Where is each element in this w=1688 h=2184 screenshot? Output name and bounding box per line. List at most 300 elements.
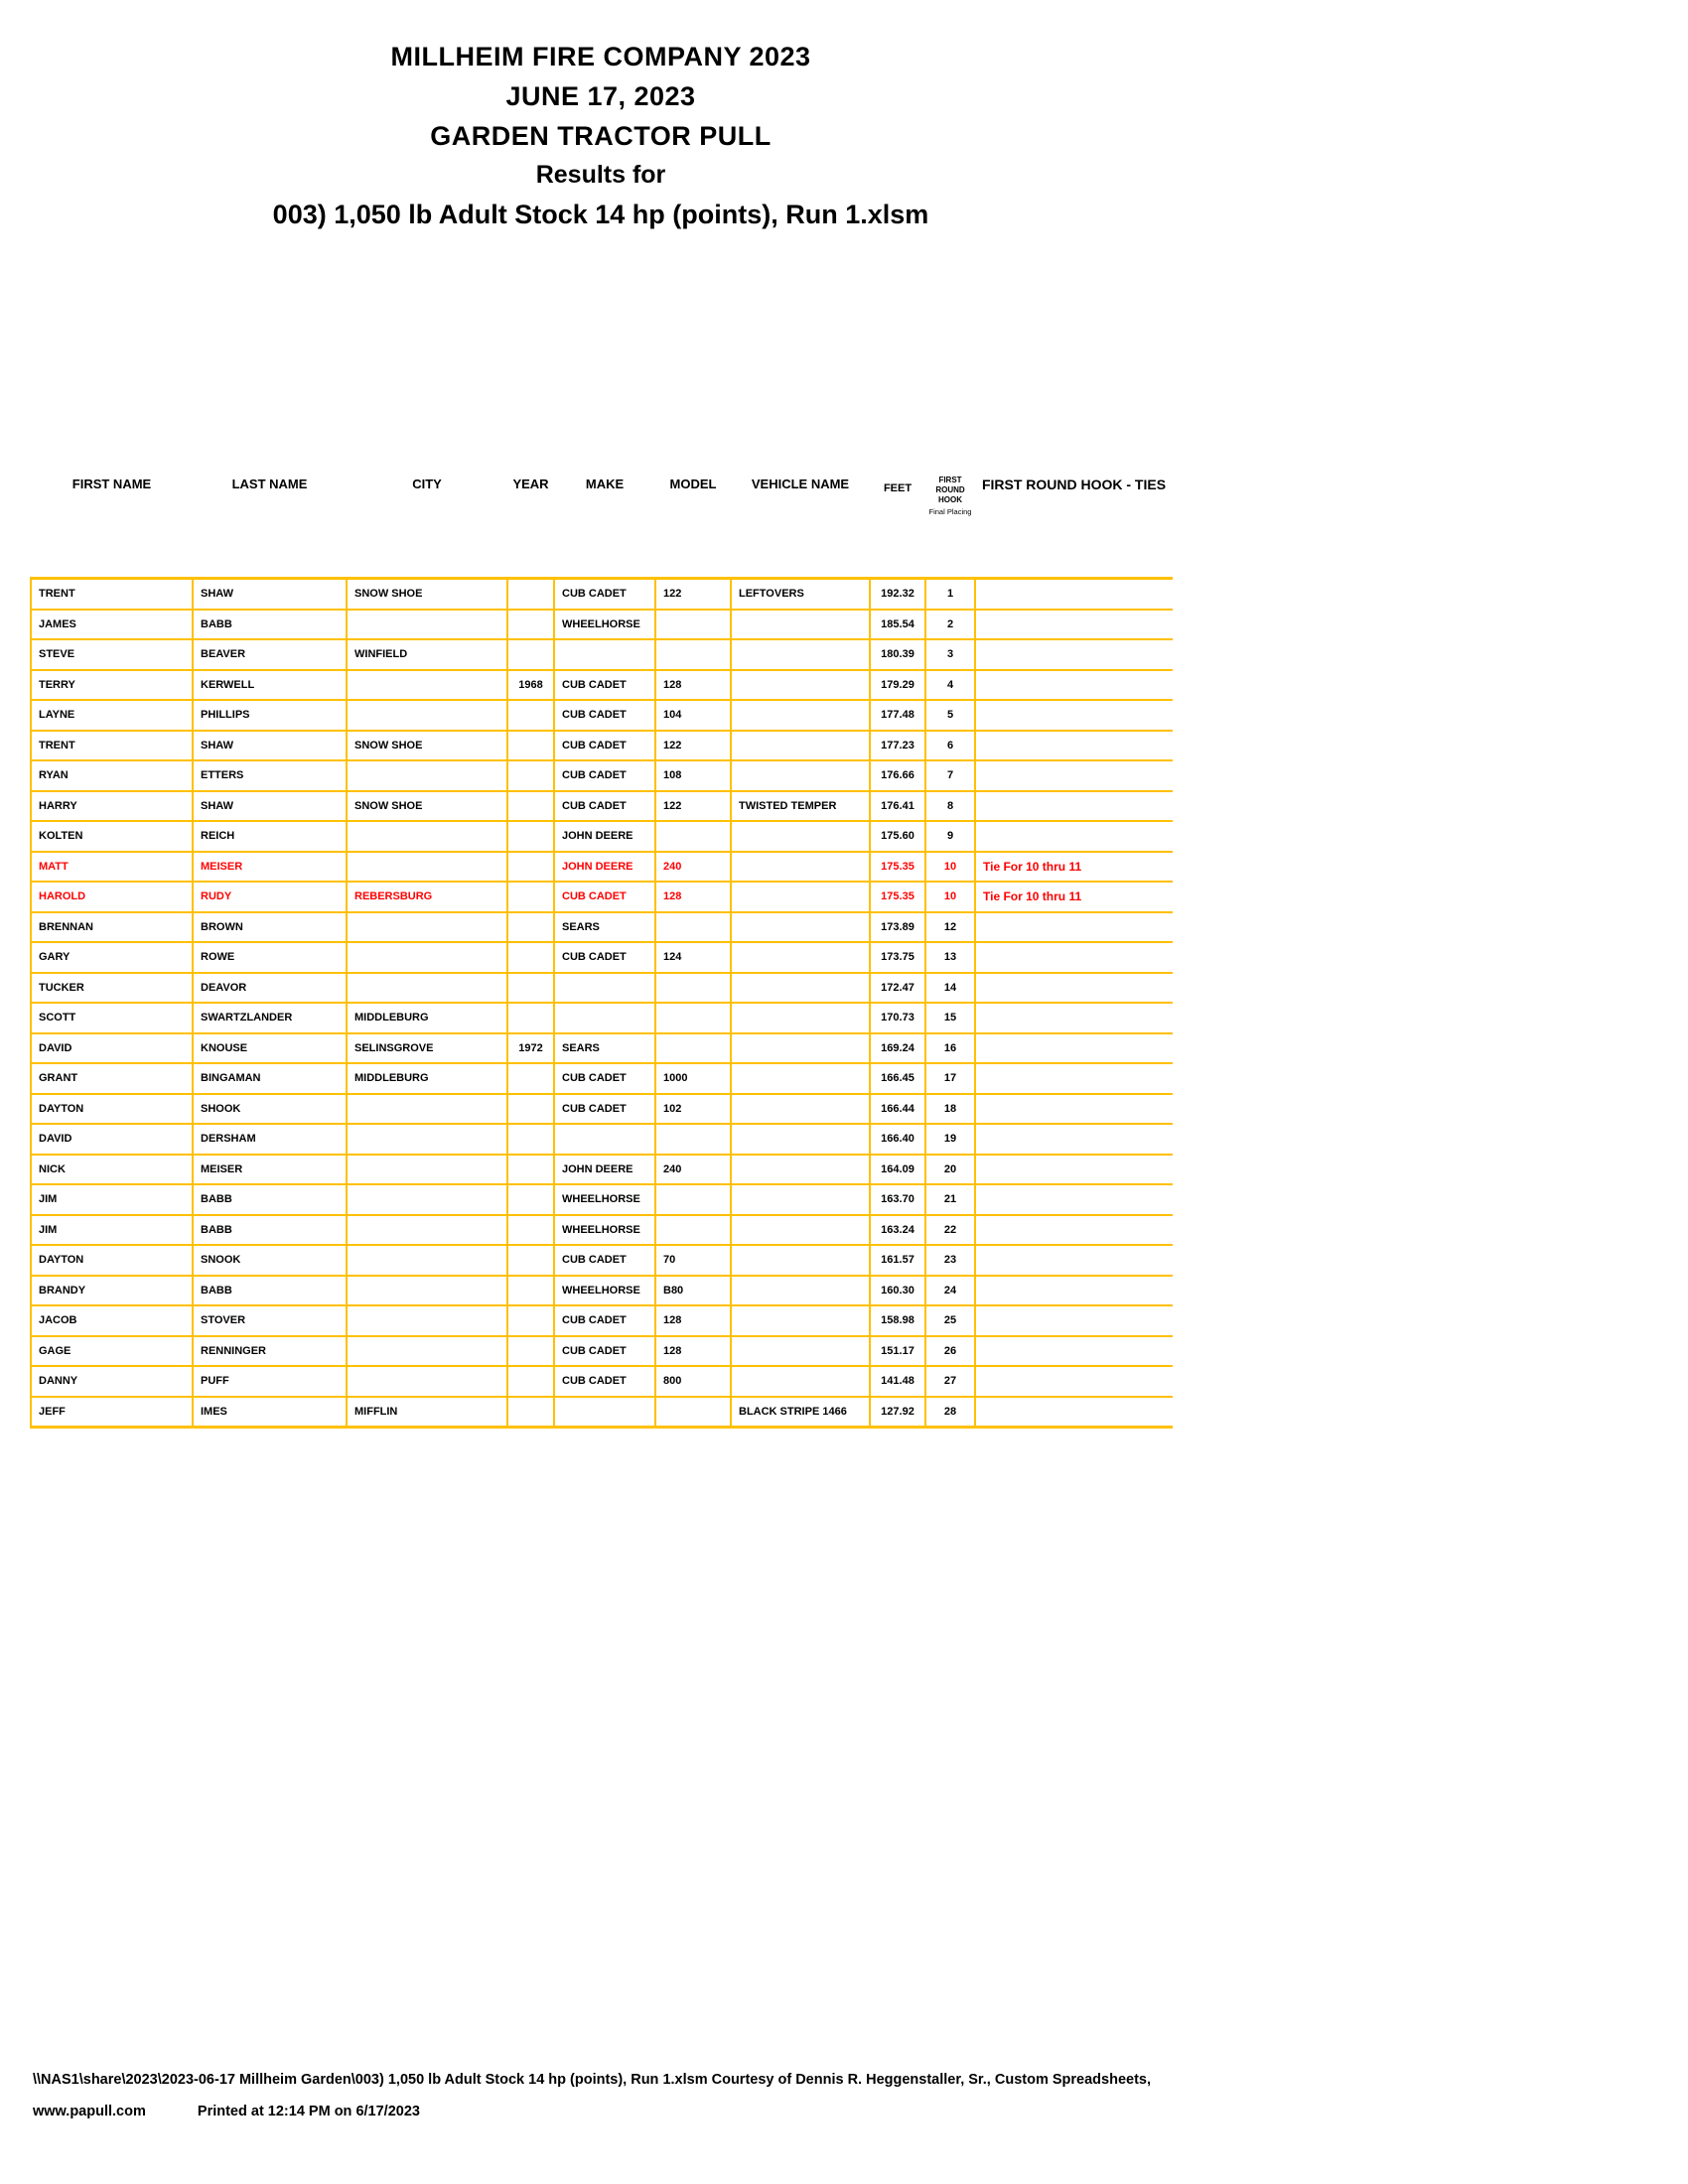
cell-model: 800 xyxy=(655,1366,731,1397)
cell-make: SEARS xyxy=(554,912,655,943)
cell-city xyxy=(347,821,507,852)
cell-make: CUB CADET xyxy=(554,700,655,731)
cell-first: DAVID xyxy=(31,1033,193,1064)
header-year: YEAR xyxy=(512,477,549,491)
cell-last: BABB xyxy=(193,610,347,640)
cell-feet: 141.48 xyxy=(870,1366,925,1397)
cell-last: BROWN xyxy=(193,912,347,943)
cell-last: BEAVER xyxy=(193,639,347,670)
table-row xyxy=(31,791,1173,822)
table-row xyxy=(31,1336,1173,1367)
cell-feet: 164.09 xyxy=(870,1155,925,1185)
cell-city xyxy=(347,1215,507,1246)
cell-make: CUB CADET xyxy=(554,942,655,973)
table-row xyxy=(31,882,1173,912)
cell-model xyxy=(655,639,731,670)
table-row xyxy=(31,912,1173,943)
cell-city xyxy=(347,760,507,791)
cell-year xyxy=(507,1063,554,1094)
cell-tie xyxy=(975,700,1173,731)
cell-tie xyxy=(975,579,1173,610)
cell-first: GAGE xyxy=(31,1336,193,1367)
cell-model: 122 xyxy=(655,791,731,822)
cell-year xyxy=(507,579,554,610)
cell-year xyxy=(507,700,554,731)
cell-tie: Tie For 10 thru 11 xyxy=(975,852,1173,883)
results-table-header xyxy=(31,452,1173,579)
cell-last: SHOOK xyxy=(193,1094,347,1125)
cell-first: DAYTON xyxy=(31,1245,193,1276)
cell-make xyxy=(554,1003,655,1033)
cell-last: STOVER xyxy=(193,1305,347,1336)
cell-place: 3 xyxy=(925,639,975,670)
cell-make: CUB CADET xyxy=(554,1305,655,1336)
cell-last: SHAW xyxy=(193,791,347,822)
cell-last: RUDY xyxy=(193,882,347,912)
cell-feet: 180.39 xyxy=(870,639,925,670)
cell-place: 12 xyxy=(925,912,975,943)
cell-first: MATT xyxy=(31,852,193,883)
cell-tie xyxy=(975,1397,1173,1428)
cell-tie xyxy=(975,639,1173,670)
cell-place: 17 xyxy=(925,1063,975,1094)
cell-model: 128 xyxy=(655,670,731,701)
header-vehicle-name: VEHICLE NAME xyxy=(751,477,850,491)
cell-model xyxy=(655,1124,731,1155)
cell-city xyxy=(347,1366,507,1397)
page-title: MILLHEIM FIRE COMPANY 2023 xyxy=(390,42,811,71)
cell-model xyxy=(655,1397,731,1428)
results-table-wrap xyxy=(30,452,1172,1429)
header-first-round-hook-main: FIRST ROUND HOOK xyxy=(935,476,965,504)
table-row xyxy=(31,1215,1173,1246)
cell-vehicle xyxy=(731,1033,870,1064)
footer-file-path: \\NAS1\share\2023\2023-06-17 Millheim Garden\003) 1,050 lb Adult Stock 14 hp (points), Run 1.xlsm Courtesy of Dennis R. Heggenstaller, Sr., Custom Spreadsheets, xyxy=(33,2072,1151,2088)
cell-tie xyxy=(975,1155,1173,1185)
cell-last: MEISER xyxy=(193,1155,347,1185)
cell-first: JEFF xyxy=(31,1397,193,1428)
cell-feet: 158.98 xyxy=(870,1305,925,1336)
cell-feet: 166.45 xyxy=(870,1063,925,1094)
cell-city: MIFFLIN xyxy=(347,1397,507,1428)
cell-vehicle xyxy=(731,610,870,640)
cell-place: 28 xyxy=(925,1397,975,1428)
cell-place: 22 xyxy=(925,1215,975,1246)
cell-first: HARRY xyxy=(31,791,193,822)
cell-year xyxy=(507,1276,554,1306)
cell-model: 108 xyxy=(655,760,731,791)
cell-tie xyxy=(975,791,1173,822)
cell-year xyxy=(507,882,554,912)
cell-model: 124 xyxy=(655,942,731,973)
cell-city xyxy=(347,700,507,731)
cell-first: TERRY xyxy=(31,670,193,701)
cell-place: 1 xyxy=(925,579,975,610)
cell-make: CUB CADET xyxy=(554,1094,655,1125)
cell-last: BINGAMAN xyxy=(193,1063,347,1094)
cell-tie xyxy=(975,1305,1173,1336)
cell-first: SCOTT xyxy=(31,1003,193,1033)
table-row xyxy=(31,1366,1173,1397)
header-city: CITY xyxy=(412,477,442,491)
cell-make: JOHN DEERE xyxy=(554,821,655,852)
event-name: GARDEN TRACTOR PULL xyxy=(430,121,772,151)
cell-make: JOHN DEERE xyxy=(554,852,655,883)
cell-city: SNOW SHOE xyxy=(347,731,507,761)
cell-first: LAYNE xyxy=(31,700,193,731)
cell-vehicle xyxy=(731,1003,870,1033)
cell-make: CUB CADET xyxy=(554,1063,655,1094)
cell-tie xyxy=(975,670,1173,701)
cell-model xyxy=(655,821,731,852)
cell-last: SWARTZLANDER xyxy=(193,1003,347,1033)
footer-website: www.papull.com xyxy=(33,2104,146,2119)
cell-place: 18 xyxy=(925,1094,975,1125)
cell-first: JAMES xyxy=(31,610,193,640)
cell-vehicle xyxy=(731,1305,870,1336)
cell-first: TRENT xyxy=(31,731,193,761)
cell-year xyxy=(507,1336,554,1367)
cell-feet: 163.24 xyxy=(870,1215,925,1246)
table-row xyxy=(31,1033,1173,1064)
cell-vehicle xyxy=(731,821,870,852)
cell-make: CUB CADET xyxy=(554,791,655,822)
cell-place: 5 xyxy=(925,700,975,731)
table-row xyxy=(31,731,1173,761)
cell-feet: 175.35 xyxy=(870,852,925,883)
cell-year xyxy=(507,973,554,1004)
cell-last: SHAW xyxy=(193,579,347,610)
cell-tie xyxy=(975,1184,1173,1215)
header-last-name: LAST NAME xyxy=(231,477,308,491)
cell-place: 26 xyxy=(925,1336,975,1367)
cell-model: B80 xyxy=(655,1276,731,1306)
cell-year xyxy=(507,731,554,761)
results-for-label: Results for xyxy=(535,161,666,189)
cell-first: DAYTON xyxy=(31,1094,193,1125)
cell-city xyxy=(347,852,507,883)
cell-place: 13 xyxy=(925,942,975,973)
cell-make: WHEELHORSE xyxy=(554,1184,655,1215)
cell-make: CUB CADET xyxy=(554,882,655,912)
results-tbody xyxy=(31,579,1173,1428)
table-row xyxy=(31,610,1173,640)
cell-year xyxy=(507,1124,554,1155)
cell-feet: 166.44 xyxy=(870,1094,925,1125)
cell-model xyxy=(655,610,731,640)
header-first-round-hook-ties: FIRST ROUND HOOK - TIES xyxy=(981,477,1167,492)
cell-vehicle: LEFTOVERS xyxy=(731,579,870,610)
cell-make: CUB CADET xyxy=(554,1245,655,1276)
cell-last: KERWELL xyxy=(193,670,347,701)
cell-vehicle xyxy=(731,1366,870,1397)
cell-make: WHEELHORSE xyxy=(554,1276,655,1306)
cell-city xyxy=(347,912,507,943)
cell-make: CUB CADET xyxy=(554,731,655,761)
cell-feet: 169.24 xyxy=(870,1033,925,1064)
cell-place: 10 xyxy=(925,882,975,912)
cell-first: TRENT xyxy=(31,579,193,610)
cell-year xyxy=(507,760,554,791)
event-date: JUNE 17, 2023 xyxy=(505,81,696,111)
cell-feet: 163.70 xyxy=(870,1184,925,1215)
cell-place: 23 xyxy=(925,1245,975,1276)
cell-model xyxy=(655,973,731,1004)
cell-make: WHEELHORSE xyxy=(554,610,655,640)
table-row xyxy=(31,942,1173,973)
cell-tie xyxy=(975,1094,1173,1125)
cell-tie xyxy=(975,1336,1173,1367)
cell-city: REBERSBURG xyxy=(347,882,507,912)
cell-year xyxy=(507,1215,554,1246)
table-row xyxy=(31,1245,1173,1276)
cell-tie xyxy=(975,973,1173,1004)
cell-model: 70 xyxy=(655,1245,731,1276)
cell-make: JOHN DEERE xyxy=(554,1155,655,1185)
cell-feet: 173.75 xyxy=(870,942,925,973)
cell-make: SEARS xyxy=(554,1033,655,1064)
cell-make xyxy=(554,1397,655,1428)
table-row xyxy=(31,1094,1173,1125)
cell-last: BABB xyxy=(193,1215,347,1246)
table-row xyxy=(31,700,1173,731)
cell-make: CUB CADET xyxy=(554,579,655,610)
cell-feet: 170.73 xyxy=(870,1003,925,1033)
cell-place: 10 xyxy=(925,852,975,883)
cell-model: 122 xyxy=(655,731,731,761)
cell-first: BRANDY xyxy=(31,1276,193,1306)
cell-make xyxy=(554,973,655,1004)
cell-vehicle: BLACK STRIPE 1466 xyxy=(731,1397,870,1428)
cell-feet: 127.92 xyxy=(870,1397,925,1428)
cell-year xyxy=(507,821,554,852)
cell-vehicle xyxy=(731,1063,870,1094)
cell-place: 15 xyxy=(925,1003,975,1033)
cell-year xyxy=(507,912,554,943)
cell-model xyxy=(655,912,731,943)
footer-line2 xyxy=(33,2103,1651,2120)
cell-last: PUFF xyxy=(193,1366,347,1397)
cell-feet: 175.35 xyxy=(870,882,925,912)
cell-first: JACOB xyxy=(31,1305,193,1336)
cell-vehicle xyxy=(731,700,870,731)
cell-feet: 161.57 xyxy=(870,1245,925,1276)
cell-feet: 177.23 xyxy=(870,731,925,761)
cell-tie xyxy=(975,912,1173,943)
cell-vehicle xyxy=(731,1276,870,1306)
cell-make: CUB CADET xyxy=(554,1336,655,1367)
cell-tie xyxy=(975,731,1173,761)
cell-year xyxy=(507,852,554,883)
cell-tie xyxy=(975,1063,1173,1094)
cell-feet: 179.29 xyxy=(870,670,925,701)
cell-city xyxy=(347,1276,507,1306)
header-feet: FEET xyxy=(883,482,913,494)
table-row xyxy=(31,1155,1173,1185)
table-row xyxy=(31,1397,1173,1428)
cell-first: HAROLD xyxy=(31,882,193,912)
cell-model: 122 xyxy=(655,579,731,610)
cell-model: 1000 xyxy=(655,1063,731,1094)
cell-year xyxy=(507,1245,554,1276)
cell-place: 27 xyxy=(925,1366,975,1397)
cell-last: DEAVOR xyxy=(193,973,347,1004)
cell-city xyxy=(347,610,507,640)
cell-last: MEISER xyxy=(193,852,347,883)
cell-make: CUB CADET xyxy=(554,670,655,701)
cell-make: CUB CADET xyxy=(554,760,655,791)
cell-city xyxy=(347,1245,507,1276)
cell-year xyxy=(507,1155,554,1185)
cell-tie xyxy=(975,1215,1173,1246)
cell-city xyxy=(347,1124,507,1155)
cell-city xyxy=(347,973,507,1004)
cell-first: NICK xyxy=(31,1155,193,1185)
cell-first: STEVE xyxy=(31,639,193,670)
cell-model xyxy=(655,1184,731,1215)
cell-model xyxy=(655,1215,731,1246)
cell-year xyxy=(507,791,554,822)
cell-first: GARY xyxy=(31,942,193,973)
cell-last: DERSHAM xyxy=(193,1124,347,1155)
cell-feet: 192.32 xyxy=(870,579,925,610)
cell-vehicle xyxy=(731,1155,870,1185)
cell-make: WHEELHORSE xyxy=(554,1215,655,1246)
cell-year: 1968 xyxy=(507,670,554,701)
cell-year xyxy=(507,1305,554,1336)
header-first-round-hook xyxy=(925,452,975,579)
cell-vehicle xyxy=(731,639,870,670)
cell-vehicle xyxy=(731,760,870,791)
cell-place: 19 xyxy=(925,1124,975,1155)
cell-tie xyxy=(975,942,1173,973)
cell-model: 104 xyxy=(655,700,731,731)
cell-vehicle xyxy=(731,1124,870,1155)
table-row xyxy=(31,1003,1173,1033)
cell-place: 4 xyxy=(925,670,975,701)
cell-last: ETTERS xyxy=(193,760,347,791)
cell-first: JIM xyxy=(31,1215,193,1246)
cell-first: BRENNAN xyxy=(31,912,193,943)
table-row xyxy=(31,1305,1173,1336)
cell-vehicle: TWISTED TEMPER xyxy=(731,791,870,822)
cell-city: SELINSGROVE xyxy=(347,1033,507,1064)
cell-feet: 176.66 xyxy=(870,760,925,791)
cell-place: 8 xyxy=(925,791,975,822)
cell-first: JIM xyxy=(31,1184,193,1215)
cell-place: 6 xyxy=(925,731,975,761)
cell-vehicle xyxy=(731,670,870,701)
cell-city xyxy=(347,670,507,701)
page-footer xyxy=(33,2071,1651,2120)
cell-last: PHILLIPS xyxy=(193,700,347,731)
cell-year xyxy=(507,1397,554,1428)
table-row xyxy=(31,973,1173,1004)
cell-tie xyxy=(975,1245,1173,1276)
title-block xyxy=(30,42,1172,229)
cell-tie xyxy=(975,1276,1173,1306)
cell-last: SNOOK xyxy=(193,1245,347,1276)
cell-last: BABB xyxy=(193,1276,347,1306)
cell-model xyxy=(655,1003,731,1033)
cell-feet: 173.89 xyxy=(870,912,925,943)
footer-printed-timestamp: Printed at 12:14 PM on 6/17/2023 xyxy=(197,2104,420,2119)
cell-place: 14 xyxy=(925,973,975,1004)
cell-feet: 172.47 xyxy=(870,973,925,1004)
cell-year xyxy=(507,1366,554,1397)
cell-last: IMES xyxy=(193,1397,347,1428)
cell-vehicle xyxy=(731,1215,870,1246)
cell-place: 21 xyxy=(925,1184,975,1215)
cell-model: 240 xyxy=(655,852,731,883)
table-row xyxy=(31,579,1173,610)
cell-year: 1972 xyxy=(507,1033,554,1064)
cell-feet: 177.48 xyxy=(870,700,925,731)
table-row xyxy=(31,852,1173,883)
cell-vehicle xyxy=(731,912,870,943)
cell-place: 25 xyxy=(925,1305,975,1336)
cell-last: BABB xyxy=(193,1184,347,1215)
cell-place: 9 xyxy=(925,821,975,852)
cell-tie xyxy=(975,1003,1173,1033)
class-file-title: 003) 1,050 lb Adult Stock 14 hp (points), Run 1.xlsm xyxy=(272,200,929,229)
cell-tie xyxy=(975,1366,1173,1397)
table-row xyxy=(31,1276,1173,1306)
cell-feet: 175.60 xyxy=(870,821,925,852)
cell-tie xyxy=(975,1033,1173,1064)
cell-city xyxy=(347,942,507,973)
cell-city: MIDDLEBURG xyxy=(347,1063,507,1094)
cell-city xyxy=(347,1094,507,1125)
cell-first: DAVID xyxy=(31,1124,193,1155)
cell-first: KOLTEN xyxy=(31,821,193,852)
cell-last: RENNINGER xyxy=(193,1336,347,1367)
table-row xyxy=(31,760,1173,791)
cell-place: 16 xyxy=(925,1033,975,1064)
cell-city xyxy=(347,1336,507,1367)
cell-tie xyxy=(975,821,1173,852)
cell-model: 128 xyxy=(655,882,731,912)
cell-vehicle xyxy=(731,1336,870,1367)
cell-vehicle xyxy=(731,942,870,973)
cell-feet: 176.41 xyxy=(870,791,925,822)
cell-vehicle xyxy=(731,1094,870,1125)
cell-model: 128 xyxy=(655,1336,731,1367)
cell-make xyxy=(554,1124,655,1155)
table-row xyxy=(31,1063,1173,1094)
cell-model xyxy=(655,1033,731,1064)
cell-place: 24 xyxy=(925,1276,975,1306)
cell-vehicle xyxy=(731,882,870,912)
cell-vehicle xyxy=(731,852,870,883)
cell-first: DANNY xyxy=(31,1366,193,1397)
cell-first: RYAN xyxy=(31,760,193,791)
cell-year xyxy=(507,610,554,640)
cell-model: 128 xyxy=(655,1305,731,1336)
cell-last: REICH xyxy=(193,821,347,852)
table-row xyxy=(31,821,1173,852)
cell-tie xyxy=(975,760,1173,791)
cell-place: 7 xyxy=(925,760,975,791)
table-row xyxy=(31,670,1173,701)
cell-last: KNOUSE xyxy=(193,1033,347,1064)
cell-year xyxy=(507,639,554,670)
cell-city: MIDDLEBURG xyxy=(347,1003,507,1033)
table-row xyxy=(31,639,1173,670)
cell-vehicle xyxy=(731,1184,870,1215)
cell-vehicle xyxy=(731,973,870,1004)
cell-make xyxy=(554,639,655,670)
